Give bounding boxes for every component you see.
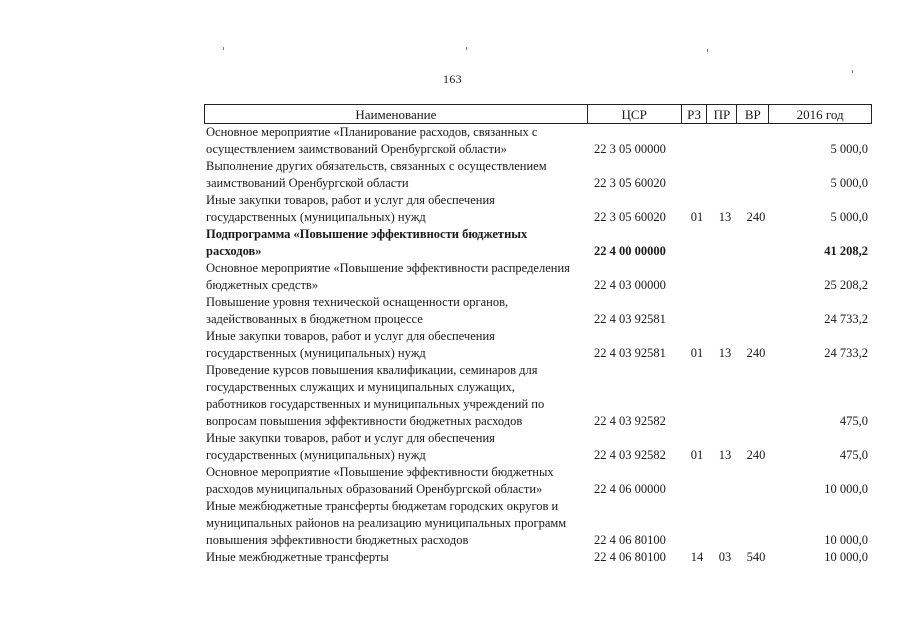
row-rz: 14 (690, 550, 704, 564)
row-csr: 22 4 06 80100 (594, 533, 666, 547)
row-pr: 13 (718, 346, 732, 360)
row-name (204, 362, 590, 430)
row-name (204, 226, 590, 260)
row-amount: 475,0 (839, 448, 868, 462)
row-name (204, 124, 590, 158)
row-name-line: Проведение курсов повышения квалификации, семинаров для (206, 363, 538, 377)
scan-speck (223, 47, 224, 50)
header-csr: ЦСР (588, 105, 682, 123)
row-name (204, 158, 590, 192)
row-amount: 10 000,0 (824, 482, 868, 496)
row-csr: 22 4 03 92581 (594, 312, 666, 326)
table-row (204, 294, 872, 328)
row-amount: 10 000,0 (824, 533, 868, 547)
table-row (204, 430, 872, 464)
row-name-line: работников государственных и муниципальных учреждений по (206, 397, 545, 411)
row-name-line: Выполнение других обязательств, связанных с осуществлением (206, 159, 547, 173)
header-vr: ВР (737, 105, 769, 123)
row-name-line: осуществлением заимствований Оренбургской области» (206, 142, 507, 156)
row-csr: 22 3 05 60020 (594, 176, 666, 190)
row-csr: 22 3 05 60020 (594, 210, 666, 224)
row-pr: 13 (718, 210, 732, 224)
table-row (204, 362, 872, 430)
row-csr: 22 4 03 92582 (594, 414, 666, 428)
header-rz: РЗ (682, 105, 708, 123)
row-name-line: муниципальных районов на реализацию муниципальных программ (206, 516, 567, 530)
row-amount: 5 000,0 (830, 210, 868, 224)
row-name-line: государственных (муниципальных) нужд (206, 448, 426, 462)
row-name-line: Иные межбюджетные трансферты бюджетам городских округов и (206, 499, 559, 513)
header-name: Наименование (205, 105, 588, 123)
row-name-line: вопросам повышения эффективности бюджетных расходов (206, 414, 523, 428)
row-name-line: Иные закупки товаров, работ и услуг для обеспечения (206, 329, 495, 343)
table-row (204, 549, 872, 566)
row-name-line: государственных (муниципальных) нужд (206, 210, 426, 224)
row-name-line: бюджетных средств» (206, 278, 319, 292)
table-row (204, 328, 872, 362)
row-pr: 13 (718, 448, 732, 462)
table-row (204, 498, 872, 549)
row-pr: 03 (718, 550, 732, 564)
row-name-line: Повышение уровня технической оснащенности органов, (206, 295, 509, 309)
row-amount: 5 000,0 (830, 142, 868, 156)
row-rz: 01 (690, 346, 704, 360)
row-name-line: Подпрограмма «Повышение эффективности бюджетных (206, 227, 528, 241)
row-name-line: Иные закупки товаров, работ и услуг для обеспечения (206, 431, 495, 445)
row-amount: 24 733,2 (824, 312, 868, 326)
row-name (204, 498, 590, 549)
row-vr: 240 (746, 448, 766, 462)
row-name-line: расходов» (206, 244, 262, 258)
row-amount: 24 733,2 (824, 346, 868, 360)
header-pr: ПР (707, 105, 737, 123)
row-name-line: заимствований Оренбургской области (206, 176, 409, 190)
row-name-line: Иные закупки товаров, работ и услуг для обеспечения (206, 193, 495, 207)
header-year: 2016 год (796, 107, 844, 122)
row-name-line: Иные межбюджетные трансферты (206, 550, 389, 564)
table-row (204, 124, 872, 158)
table-row (204, 260, 872, 294)
table-row (204, 192, 872, 226)
row-name-line: государственных служащих и муниципальных служащих, (206, 380, 515, 394)
row-vr: 540 (746, 550, 766, 564)
row-name (204, 294, 590, 328)
row-vr: 240 (746, 346, 766, 360)
row-amount: 5 000,0 (830, 176, 868, 190)
row-csr: 22 4 03 00000 (594, 278, 666, 292)
row-name-line: задействованных в бюджетном процессе (206, 312, 423, 326)
row-name-line: повышения эффективности бюджетных расходов (206, 533, 469, 547)
row-csr: 22 3 05 00000 (594, 142, 666, 156)
row-name (204, 260, 590, 294)
row-name (204, 328, 590, 362)
row-vr: 240 (746, 210, 766, 224)
row-name (204, 192, 590, 226)
row-amount: 475,0 (839, 414, 868, 428)
row-csr: 22 4 06 00000 (594, 482, 666, 496)
table-row (204, 226, 872, 260)
row-amount: 25 208,2 (824, 278, 868, 292)
row-name-line: государственных (муниципальных) нужд (206, 346, 426, 360)
table-row (204, 158, 872, 192)
row-amount: 41 208,2 (824, 244, 868, 258)
row-name-line: Основное мероприятие «Повышение эффективности распределения (206, 261, 570, 275)
row-csr: 22 4 00 00000 (594, 244, 666, 258)
table-body (204, 124, 872, 566)
scan-speck (707, 49, 708, 52)
table-row (204, 464, 872, 498)
row-name-line: расходов муниципальных образований Оренбургской области» (206, 482, 543, 496)
row-csr: 22 4 03 92581 (594, 346, 666, 360)
table-header (204, 104, 872, 124)
row-csr: 22 4 03 92582 (594, 448, 666, 462)
row-name (204, 430, 590, 464)
row-name-line: Основное мероприятие «Планирование расходов, связанных с (206, 125, 538, 139)
row-name-line: Основное мероприятие «Повышение эффективности бюджетных (206, 465, 554, 479)
row-name (204, 549, 590, 566)
row-csr: 22 4 06 80100 (594, 550, 666, 564)
row-rz: 01 (690, 448, 704, 462)
budget-table (204, 104, 872, 566)
page-number: 163 (443, 72, 462, 86)
scan-speck (466, 47, 467, 50)
row-rz: 01 (690, 210, 704, 224)
row-name (204, 464, 590, 498)
row-amount: 10 000,0 (824, 550, 868, 564)
